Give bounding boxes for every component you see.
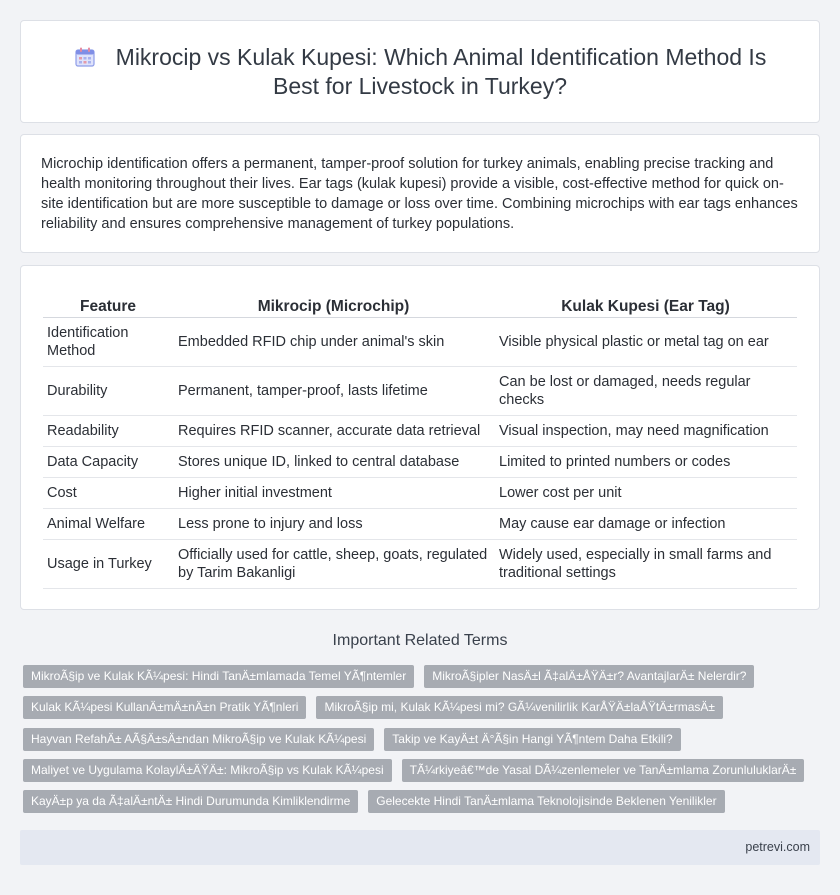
tag-row [23, 790, 823, 815]
related-term-link[interactable]: KayÄ±p ya da Ã‡alÄ±ntÄ± Hindi Durumunda Kimliklendirme [23, 790, 358, 813]
footer-bar [20, 830, 820, 865]
ear-tag-cell: Limited to printed numbers or codes [494, 446, 797, 477]
microchip-cell: Stores unique ID, linked to central database [173, 446, 494, 477]
column-header-microchip: Mikrocip (Microchip) [173, 298, 494, 317]
related-term-link[interactable]: TÃ¼rkiyeâ€™de Yasal DÃ¼zenlemeler ve TanÄ±mlama ZorunluluklarÄ± [402, 759, 805, 782]
related-term-link[interactable]: MikroÃ§ip mi, Kulak KÃ¼pesi mi? GÃ¼venilirlik KarÅŸÄ±laÅŸtÄ±rmasÄ± [316, 696, 723, 719]
summary-text: Microchip identification offers a permanent, tamper-proof solution for turkey animals, enabling precise tracking and health monitoring throughout their lives. Ear tags (kulak kupesi) provide a visible, cost-effective method for quick on-site identification but are more susceptible to damage or loss over time. Combining microchips with ear tags enhances reliability and ensures comprehensive management of turkey populations. [41, 156, 798, 232]
related-term-link[interactable]: Hayvan RefahÄ± AÃ§Ä±sÄ±ndan MikroÃ§ip ve Kulak KÃ¼pesi [23, 728, 374, 751]
feature-cell: Readability [43, 415, 173, 446]
page-title: Mikrocip vs Kulak Kupesi: Which Animal Identification Method Is Best for Livestock in Turkey? [115, 44, 767, 99]
feature-cell: Data Capacity [43, 446, 173, 477]
calendar-icon [74, 46, 96, 68]
microchip-cell: Requires RFID scanner, accurate data retrieval [173, 415, 494, 446]
related-term-link[interactable]: Takip ve KayÄ±t Ä°Ã§in Hangi YÃ¶ntem Daha Etkili? [384, 728, 680, 751]
ear-tag-cell: Visual inspection, may need magnification [494, 415, 797, 446]
table-row [43, 317, 797, 366]
summary-card [20, 134, 820, 253]
column-header-ear-tag: Kulak Kupesi (Ear Tag) [494, 298, 797, 317]
table-row [43, 477, 797, 508]
feature-cell: Durability [43, 366, 173, 415]
related-terms-list [23, 665, 823, 821]
table-row [43, 539, 797, 588]
related-terms-title: Important Related Terms [332, 632, 508, 649]
tag-row [23, 665, 823, 690]
related-term-link[interactable]: Gelecekte Hindi TanÄ±mlama Teknolojisinde Beklenen Yenilikler [368, 790, 724, 813]
header-card [20, 20, 820, 123]
tag-row [23, 728, 823, 753]
comparison-table [43, 298, 797, 589]
ear-tag-cell: May cause ear damage or infection [494, 508, 797, 539]
ear-tag-cell: Visible physical plastic or metal tag on ear [494, 317, 797, 366]
related-term-link[interactable]: Maliyet ve Uygulama KolaylÄ±ÄŸÄ±: MikroÃ§ip vs Kulak KÃ¼pesi [23, 759, 392, 782]
related-term-link[interactable]: Kulak KÃ¼pesi KullanÄ±mÄ±nÄ±n Pratik YÃ¶nleri [23, 696, 306, 719]
feature-cell: Cost [43, 477, 173, 508]
table-row [43, 508, 797, 539]
tag-row [23, 696, 823, 721]
microchip-cell: Permanent, tamper-proof, lasts lifetime [173, 366, 494, 415]
related-term-link[interactable]: MikroÃ§ip ve Kulak KÃ¼pesi: Hindi TanÄ±mlamada Temel YÃ¶ntemler [23, 665, 414, 688]
ear-tag-cell: Widely used, especially in small farms and traditional settings [494, 539, 797, 588]
table-row [43, 366, 797, 415]
feature-cell: Identification Method [43, 317, 173, 366]
microchip-cell: Embedded RFID chip under animal's skin [173, 317, 494, 366]
ear-tag-cell: Lower cost per unit [494, 477, 797, 508]
site-name[interactable]: petrevi.com [745, 840, 810, 854]
column-header-feature: Feature [43, 298, 173, 317]
table-row [43, 446, 797, 477]
microchip-cell: Less prone to injury and loss [173, 508, 494, 539]
microchip-cell: Officially used for cattle, sheep, goats, regulated by Tarim Bakanligi [173, 539, 494, 588]
microchip-cell: Higher initial investment [173, 477, 494, 508]
table-header-row [43, 298, 797, 317]
page-title-wrap [21, 43, 819, 101]
related-term-link[interactable]: MikroÃ§ipler NasÄ±l Ã‡alÄ±ÅŸÄ±r? AvantajlarÄ± Nelerdir? [424, 665, 754, 688]
ear-tag-cell: Can be lost or damaged, needs regular checks [494, 366, 797, 415]
feature-cell: Usage in Turkey [43, 539, 173, 588]
comparison-table-card [20, 265, 820, 610]
table-row [43, 415, 797, 446]
tag-row [23, 759, 823, 784]
feature-cell: Animal Welfare [43, 508, 173, 539]
